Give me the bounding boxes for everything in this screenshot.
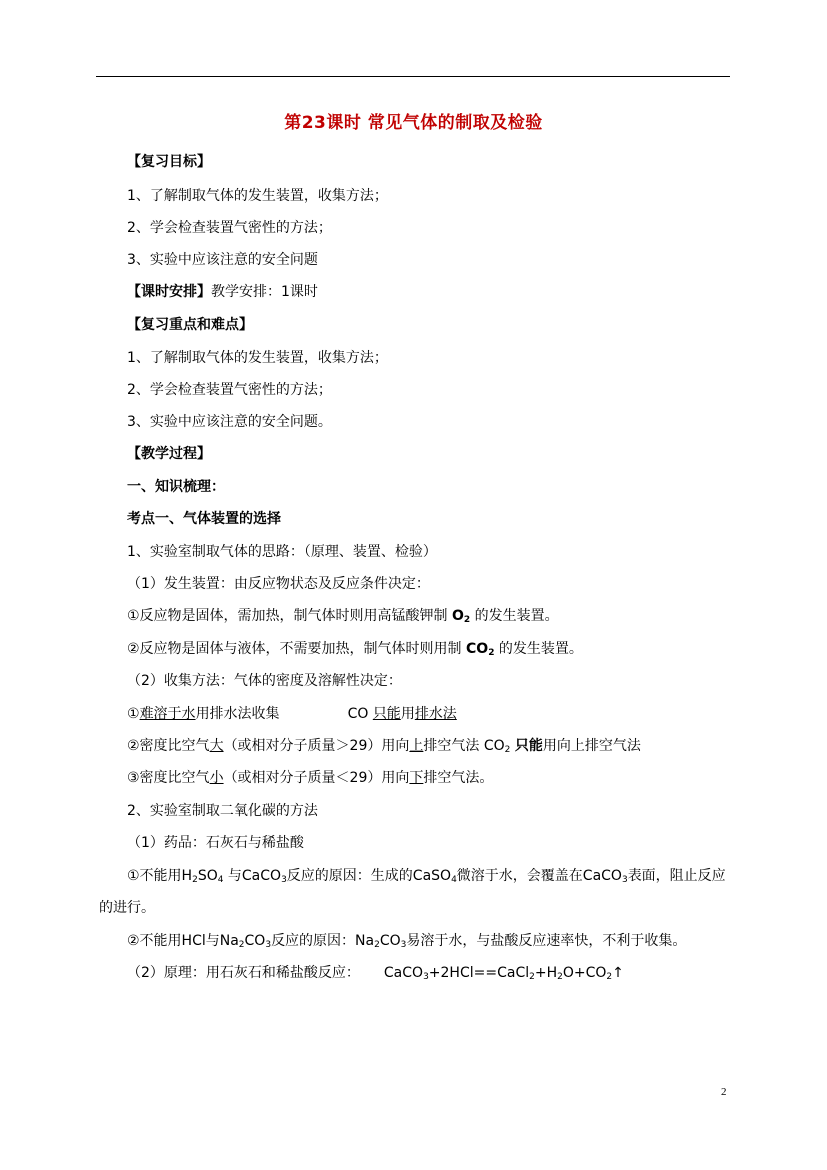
- paragraph-5: （2）收集方法：气体的密度及溶解性决定：: [127, 673, 402, 689]
- header-rule: [96, 76, 730, 77]
- paragraph-4: ②反应物是固体与液体，不需要加热，制气体时则用制 $CO_2$ 的发生装置。: [127, 641, 583, 658]
- page-number: 2: [721, 1086, 727, 1098]
- paragraph-8: ③密度比空气小（或相对分子质量＜29）用向下排空气法。: [127, 770, 494, 786]
- process-heading: 【教学过程】: [127, 446, 211, 462]
- reaction-equation: $CaCO_3+2HCl==CaCl_2+H_2O+CO_2↑$: [383, 965, 624, 982]
- keypoints-heading: 【复习重点和难点】: [127, 317, 253, 333]
- page-title: 第23课时 常见气体的制取及检验: [284, 113, 543, 133]
- schedule-line: [127, 281, 318, 301]
- goals-heading: 【复习目标】: [127, 154, 211, 170]
- goals-item-2: 2、学会检查装置气密性的方法；: [127, 220, 332, 236]
- section-heading-1: 一、知识梳理：: [127, 479, 225, 495]
- paragraph-9: 2、实验室制取二氧化碳的方法: [127, 803, 318, 819]
- schedule-heading: 【课时安排】: [127, 284, 211, 300]
- paragraph-11-continued: 的进行。: [99, 900, 155, 916]
- keypoints-item-2: 2、学会检查装置气密性的方法；: [127, 382, 332, 398]
- goals-item-3: 3、实验中应该注意的安全问题: [127, 252, 318, 268]
- paragraph-3: ①反应物是固体，需加热，制气体时则用高锰酸钾制 $O_2$ 的发生装置。: [127, 608, 559, 625]
- paragraph-1: 1、实验室制取气体的思路：（原理、装置、检验）: [127, 544, 437, 560]
- paragraph-11: ①不能用$H_2SO_4$ 与CaCO$_3$反应的原因：生成的CaSO$_4$微溶于水，会覆盖在CaCO$_3$表面，阻止反应: [127, 868, 726, 885]
- paragraph-6: ①难溶于水用排水法收集 CO 只能用排水法: [127, 706, 457, 722]
- schedule-text: 教学安排：1课时: [211, 284, 318, 300]
- topic-heading-1: 考点一、气体装置的选择: [127, 511, 281, 527]
- keypoints-item-3: 3、实验中应该注意的安全问题。: [127, 414, 332, 430]
- keypoints-item-1: 1、了解制取气体的发生装置，收集方法；: [127, 350, 388, 366]
- paragraph-2: （1）发生装置：由反应物状态及反应条件决定：: [127, 576, 430, 592]
- paragraph-10: （1）药品：石灰石与稀盐酸: [127, 835, 304, 851]
- paragraph-7: ②密度比空气大（或相对分子质量＞29）用向上排空气法 $CO_2$ 只能用向上排空气法: [127, 738, 641, 755]
- paragraph-13: （2）原理：用石灰石和稀盐酸反应： $CaCO_3+2HCl==CaCl_2+H_2O+CO_2↑$: [127, 965, 624, 982]
- goals-item-1: 1、了解制取气体的发生装置，收集方法；: [127, 188, 388, 204]
- paragraph-12: ②不能用HCl与$Na_2CO_3$反应的原因：$Na_2CO_3$易溶于水，与盐酸反应速率快，不利于收集。: [127, 933, 687, 950]
